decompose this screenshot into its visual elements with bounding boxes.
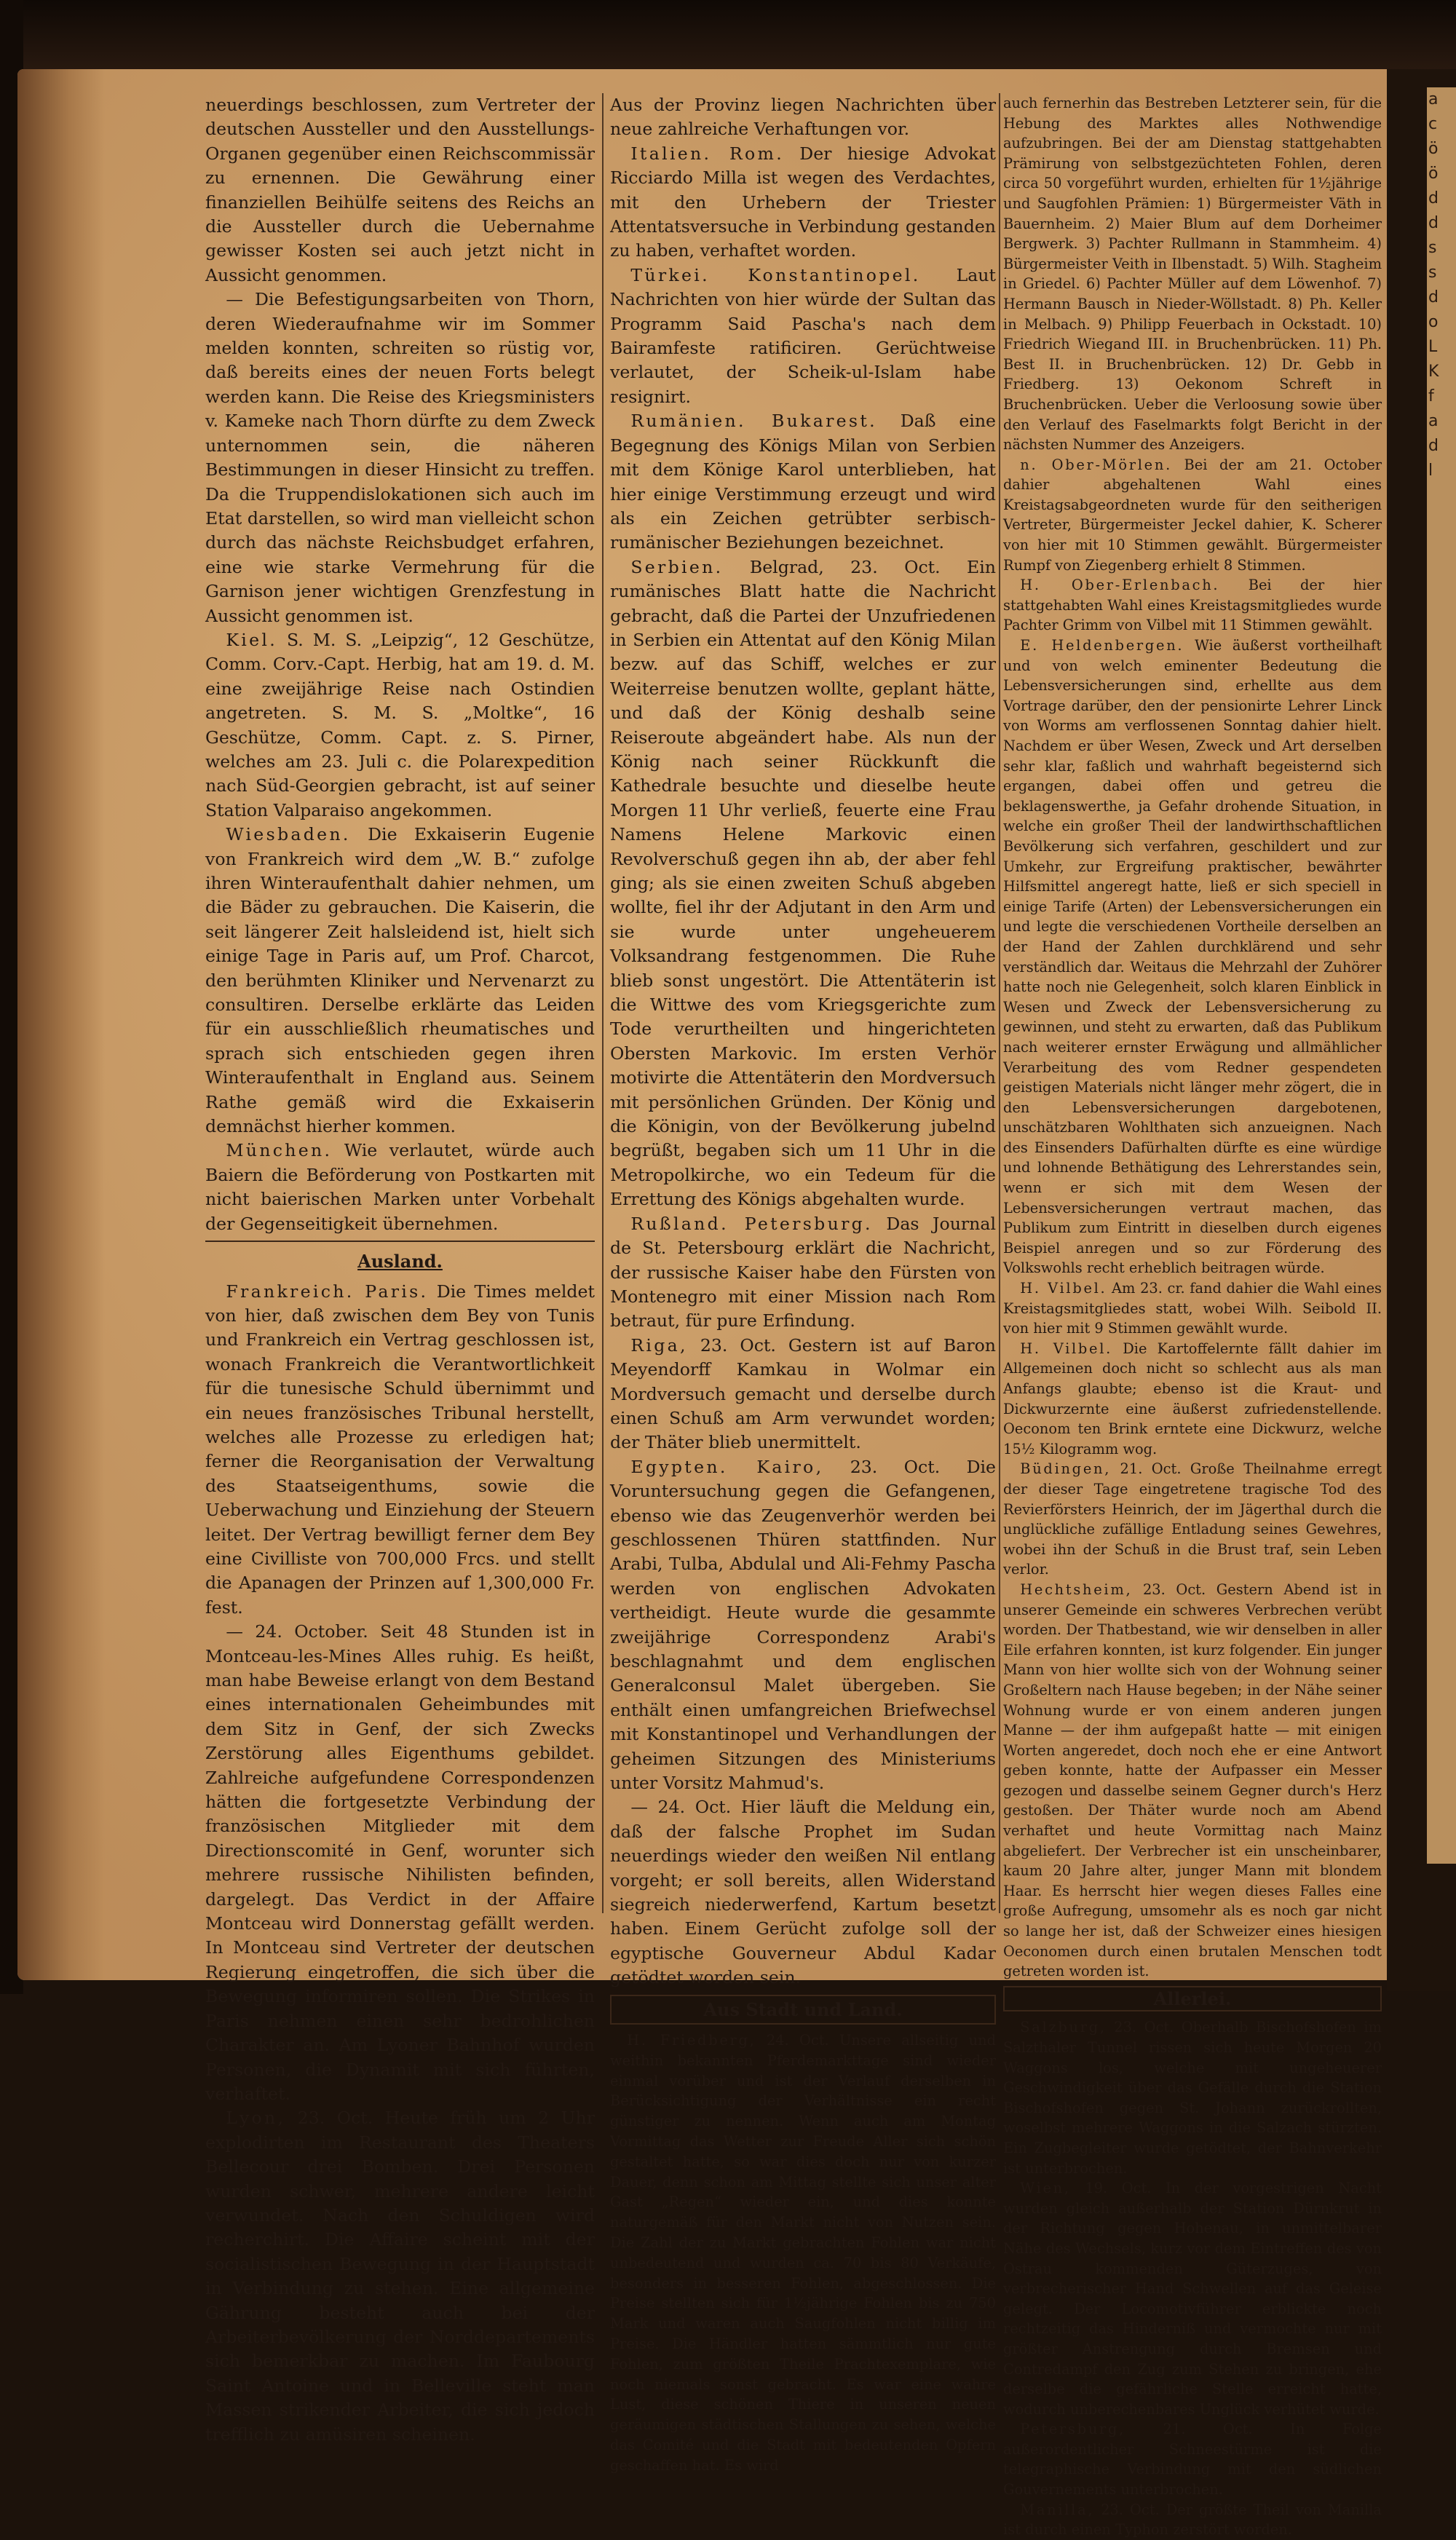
dateline: Manilla,: [1020, 2501, 1095, 2518]
article-paragraph: [610, 264, 996, 409]
section-heading: [1003, 1986, 1382, 2012]
dateline: E. Heldenbergen.: [1020, 637, 1184, 654]
dateline: Italien. Rom.: [630, 143, 785, 164]
edge-letter: d: [1428, 189, 1439, 207]
dateline: H. Friedberg,: [627, 2032, 756, 2049]
article-paragraph: [1003, 575, 1382, 636]
article-text: 19. Oct. In der vorgestrigen Nacht wurden gleich außerhalb der Station Dürnkrut in der Richtung gegen Hohenau, in unmittelbarer Nähe des Wechsels, kurz vor dem Eintreffen des von Ostrau kommenden Güterzuges, von verbrecherischer Hand Schwellen auf das Geleise gelegt. Der Locomotivführer erblickte noch rechtzeitig das Hinderniß und vermochte nur mit größter Anstrengung durch Bremsen und Contredampf den Zug zum Stehen zu bringen, ehe derselbe die gefährliche Stelle erreicht hatte, wodurch unberechenbares Unglück verhütet wurde.: [1003, 2180, 1382, 2418]
dateline: H. Vilbel.: [1020, 1280, 1107, 1297]
article-paragraph: — 24. October. Seit 48 Stunden ist in Montceau-les-Mines Alles ruhig. Es heißt, man habe Beweise erlangt von dem Bestand eines internationalen Geheimbundes mit dem Sitz in Genf, der sich Zwecks Zerstörung alles Eigenthums gebildet. Zahlreiche aufgefundene Correspondenzen hätten die fortgesetzte Verbindung der französischen Mitglieder mit dem Directionscomité in Genf, worunter sich mehrere russische Nihilisten befinden, dargelegt. Das Verdict in der Affaire Montceau wird Donnerstag gefällt werden. In Montceau sind Vertreter der deutschen Regierung eingetroffen, die sich über die Bewegung informiren sollen. Die Strikes in Paris nehmen einen sehr bedrohlichen Charakter an. Am Lyoner Bahnhof wurden Personen, die Dynamit mit sich führten, verhaftet.: [205, 1621, 595, 2104]
dateline: Serbien.: [630, 556, 724, 577]
dateline: Rußland. Petersburg.: [630, 1213, 873, 1234]
article-paragraph: [1003, 1278, 1382, 1339]
edge-letter: L: [1428, 338, 1438, 356]
section-heading-text: Allerlei.: [1153, 1987, 1232, 2009]
dateline: Wien,: [1020, 2180, 1071, 2197]
dateline: München.: [226, 1140, 333, 1161]
article-paragraph: [205, 823, 595, 1139]
column-3: [1003, 93, 1382, 2540]
article-paragraph: [205, 628, 595, 823]
section-heading-text: Ausland.: [357, 1251, 443, 1273]
article-text: Belgrad, 23. Oct. Ein rumänisches Blatt hatte die Nachricht gebracht, daß die Partei der Unzufriedenen in Serbien ein Attentat auf den König Milan bezw. auf das Schiff, welches er zur Weiterreise benutzen wollte, geplant hätte, und daß der König deshalb seine Reiseroute abgeändert habe. Als nun der König nach seiner Rückkunft die Kathedrale besuchte und dieselbe heute Morgen 11 Uhr verließ, feuerte eine Frau Namens Helene Markovic einen Revolverschuß gegen ihn ab, der aber fehl ging; als sie einen zweiten Schuß abgeben wollte, fiel ihr der Adjutant in den Arm und sie wurde unter ungeheuerem Volksandrang festgenommen. Die Ruhe blieb sonst ungestört. Die Attentäterin ist die Wittwe des vom Kriegsgerichte zum Tode verurtheilten und hingerichteten Obersten Markovic. Im ersten Verhör motivirte die Attentäterin den Mordversuch mit persönlichen Gründen. Der König und die Königin, von der Bevölkerung jubelnd begrüßt, begaben sich um 11 Uhr in die Metropolkirche, wo ein Tedeum für die Errettung des Königs abgehalten wurde.: [610, 556, 996, 1210]
dateline: H. Vilbel.: [1020, 1340, 1113, 1357]
column-rule: [999, 93, 1000, 1913]
article-paragraph: [205, 2106, 595, 2447]
article-text: 23. Oct. Heute früh um 2 Uhr explodirten im Restaurant des Theaters Bellecour drei Bomben. Drei Personen wurden schwer, mehrere andere leicht verwundet. Nach den Schuldigen wird recherchirt. Die Affaire scheint mit der socialistischen Bewegung in der Hauptstadt in Verbindung zu stehen. Eine allgemeine Gährung besteht auch bei der Arbeiterbevölkerung der Norddepartements sich bemerkbar zu machen. Im Faubourg Saint Antoine und in Belleville steht man Massen strikender Arbeiter, die sich jedoch trefflich zu amüsiren scheinen.: [205, 2108, 595, 2445]
edge-letter: o: [1428, 313, 1439, 331]
edge-letter: a: [1428, 90, 1439, 108]
article-text: Wie äußerst vortheilhaft und von welch eminenter Bedeutung die Lebensversicherungen sind, erhellte aus dem Vortrage darüber, den der pensionirte Lehrer Linck von Worms am verflossenen Sonntag dahier hielt. Nachdem er über Wesen, Zweck und Art derselben sehr klar, faßlich und wahrhaft begeisternd sich ergangen, dabei offen und getreu die beklagenswerthe, ja Gefahr drohende Situation, in welche ein großer Theil der landwirthschaftlichen Bevölkerung sich verfahren, geschildert und zur Umkehr, zur Ergreifung praktischer, bewährter Hilfsmittel angeregt hatte, ließ er sich speciell in einige Tarife (Arten) der Lebensversicherungen ein und legte die verschiedenen Vortheile derselben an der Hand der Zahlen durchklärend und sehr verständlich dar. Weitaus die Mehrzahl der Zuhörer hatte noch nie Gelegenheit, solch klaren Einblick in Wesen und Zweck der Lebensversicherung zu gewinnen, und steht zu erwarten, daß das Publikum nach weiterer ernster Erwägung und allmählicher Verarbeitung des vom Redner gespendeten geistigen Materials nicht länger mehr zögert, die in den Lebensversicherungen dargebotenen, unschätzbaren Wohlthaten sich anzueignen. Nach des Einsenders Dafürhalten dürfte es eine würdige und lohnende Bethätigung des Lehrerstandes sein, wenn er sich mit dem Wesen der Lebensversicherungen vertraut machen, das Publikum zum Eintritt in dieselben durch eigenes Beispiel anregen und so zur Förderung des Volkswohls recht erheblich beitragen würde.: [1003, 637, 1382, 1277]
dateline: Frankreich. Paris.: [226, 1281, 429, 1302]
article-text: 21. Oct. In Folge außerordentlicher Schneestürme ist die telegraphische Verbindung mit den südlichen Gouvernements unterbrochen.: [1003, 2421, 1382, 2499]
dateline: Egypten. Kairo,: [630, 1456, 824, 1477]
article-text: Bei der hier stattgehabten Wahl eines Kreistagsmitgliedes wurde Pachter Grimm von Vilbel mit 11 Stimmen gewählt.: [1003, 577, 1382, 634]
article-text: Bei der am 21. October dahier abgehaltenen Wahl eines Kreistagsabgeordneten wurde für den seitherigen Vertreter, Bürgermeister Jeckel dahier, K. Scherer von hier mit 10 Stimmen gewählt. Bürgermeister Rumpf von Ziegenberg erhielt 8 Stimmen.: [1003, 456, 1382, 574]
article-text: S. M. S. „Leipzig“, 12 Geschütze, Comm. Corv.-Capt. Herbig, hat am 19. d. M. eine zweijährige Reise nach Ostindien angetreten. S. M. S. „Moltke“, 16 Geschütze, Comm. Capt. z. S. Pirner, welches am 23. Juli c. die Polarexpedition nach Süd-Georgien gebracht, ist auf seiner Station Valparaiso angekommen.: [205, 629, 595, 820]
article-paragraph: [610, 1212, 996, 1334]
edge-letter: l: [1428, 462, 1433, 480]
edge-letter: s: [1428, 264, 1437, 282]
article-paragraph: [610, 142, 996, 264]
edge-letter: K: [1428, 363, 1439, 381]
dateline: Salzburg,: [1020, 2019, 1107, 2036]
edge-letter: d: [1428, 437, 1439, 455]
article-text: 23. Oct. Gestern Abend ist in unserer Gemeinde ein schweres Verbrechen verübt worden. Der Thatbestand, wie wir denselben in aller Eile erfahren konnten, ist kurz folgender. Ein junger Mann von hier wollte sich von der Wohnung seiner Großeltern nach Hause begeben; in der Nähe seiner Wohnung wurde er von einem anderen jungen Manne — der ihm aufgepaßt hatte — mit einigen Worten angeredet, doch noch ehe er eine Antwort geben konnte, hatte der Aufpasser ein Messer gezogen und dasselbe seinem Gegner durch's Herz gestoßen. Der Thäter wurde noch am Abend verhaftet und heute Vormittag nach Mainz abgeliefert. Der Verbrecher ist ein unscheinbarer, kaum 20 Jahre alter, junger Mann mit blondem Haar. Es herrscht hier wegen dieses Falles eine große Aufregung, umsomehr als es noch gar nicht so lange her ist, daß der Schweizer eines hiesigen Oeconomen durch einen brutalen Menschen todt getreten worden ist.: [1003, 1580, 1382, 1980]
section-divider: [205, 1241, 595, 1242]
article-paragraph: [610, 2030, 996, 2476]
edge-letter: c: [1428, 115, 1438, 133]
section-heading: [205, 1249, 595, 1273]
article-text: Laut Nachrichten von hier würde der Sultan das Programm Said Pascha's nach dem Bairamfeste ratificiren. Gerüchtweise verlautet, der Scheik-ul-Islam habe resignirt.: [610, 264, 996, 407]
section-heading: [610, 1995, 996, 2025]
dateline: Riga,: [630, 1334, 688, 1356]
article-paragraph: [1003, 1580, 1382, 1982]
article-paragraph: [610, 1455, 996, 1796]
article-paragraph: [1003, 455, 1382, 576]
article-text: Wie verlautet, würde auch Baiern die Beförderung von Postkarten mit nicht baierischen Marken unter Vorbehalt der Gegenseitigkeit übernehmen.: [205, 1140, 595, 1234]
article-paragraph: [610, 1334, 996, 1455]
edge-letter: ö: [1428, 140, 1439, 158]
article-text: 23. Oct. Oberhalb Bischofshofen im Salzthaler Tunnel rissen sich heute Morgen 20 Waggons los, welche mit ungeheuerer Geschwindigkeit über das Gefälle durch die Station Bischofshofen gegen St. Johann zurückrollten, woselbst mehrere Waggons in die Salzach stürzten. Ein Zugbegleiter wurde getödtet, der Bahnverkehr ist unterbrochen.: [1003, 2019, 1382, 2177]
article-paragraph: neuerdings beschlossen, zum Vertreter der deutschen Aussteller und den Ausstellungs-Organen gegenüber einen Reichscommissär zu ernennen. Die Gewährung einer finanziellen Beihülfe seitens des Reichs an die Aussteller durch die Uebernahme gewisser Kosten sei auch jetzt nicht in Aussicht genommen.: [205, 95, 595, 285]
column-2: [610, 93, 996, 2476]
article-text: Die Kartoffelernte fällt dahier im Allgemeinen doch nicht so schlecht aus als man Anfangs glaubte; ebenso ist die Kraut- und Dickwurzernte eine äußerst zufriedenstellende. Oeconom ten Brink erntete eine Dickwurz, welche 15½ Kilogramm wog.: [1003, 1340, 1382, 1457]
binding-gutter: [17, 69, 105, 1980]
dateline: Kiel.: [226, 629, 278, 650]
article-text: Das Journal de St. Petersbourg erklärt die Nachricht, der russische Kaiser habe den Fürsten von Montenegro mit einer Mission nach Rom betraut, für pure Erfindung.: [610, 1213, 996, 1332]
dateline: Büdingen,: [1020, 1460, 1112, 1478]
adjacent-page-edge: [1427, 87, 1456, 1864]
article-text: Die Times meldet von hier, daß zwischen dem Bey von Tunis und Frankreich ein Vertrag geschlossen ist, wonach Frankreich die Verantwortlichkeit für die tunesische Schuld übernimmt und ein neues französisches Tribunal herstellt, welches alle Prozesse zu erledigen hat; ferner die Reorganisation der Verwaltung des Staatseigenthums, sowie die Ueberwachung und Einziehung der Steuern leitet. Der Vertrag bewilligt ferner dem Bey eine Civilliste von 700,000 Frcs. und stellt die Apanagen der Prinzen auf 1,300,000 Fr. fest.: [205, 1281, 595, 1618]
article-paragraph: Aus der Provinz liegen Nachrichten über neue zahlreiche Verhaftungen vor.: [610, 95, 996, 140]
scanner-background-top: [0, 0, 1456, 76]
article-paragraph: [1003, 2017, 1382, 2178]
article-paragraph: [1003, 1459, 1382, 1580]
article-text: 23. Oct. Gestern ist auf Baron Meyendorff Kamkau in Wolmar ein Mordversuch gemacht und derselbe durch einen Schuß am Arm verwundet worden; der Thäter blieb unermittelt.: [610, 1334, 996, 1453]
article-text: Am 23. cr. fand dahier die Wahl eines Kreistagsmitgliedes statt, wobei Wilh. Seibold II. von hier mit 9 Stimmen gewählt wurde.: [1003, 1280, 1382, 1337]
article-text: 24. Oct. Unsere allseitig und weithin bekannten Pferdemarkttage sind wieder einmal vorüber und ist der Verlauf derselben in Berücksichtigung der Verhältnisse ein recht günstiger zu nennen. Wenn auch am Montag Vormittag das Wetter zur Freude Aller sich schön gestaltet hatte, so war dies doch nur von kurzer Dauer, denn schon am Mittag stellte sich unser alter Gast „Regen“ wieder ein, und dies konnte naturgemäß für den Markt nicht von Nutzen sein. Die Zahl der zu Markt gebrachten Fohlen war nicht unbedeutend und wurden ca. 70 bis 80 Verkäufe, besonders in besseren Fohlen, abgeschlossen. Die Preise stellten sich für 1½jährige Fohlen bis zu 750 Mark und waren auch Saugfohlen nicht billig im Preise. Die Händler hatten sämmtlich nur gute Fohlen, zum größten Theile Prachtexemplare, wie noch niemals sonst gebracht. Es war eine wahre Lust, diese schönen Thiere in unseren neuen geräumigen städtischen Stallungen zu sehen, welche das Comité und die Stadt mit bedeutenden Opfern geschaffen hat. Es wird: [610, 2032, 997, 2474]
edge-letter: ö: [1428, 165, 1439, 183]
edge-letter: d: [1428, 214, 1439, 232]
article-paragraph: — 24. Oct. Hier läuft die Meldung ein, daß der falsche Prophet im Sudan neuerdings wieder den weißen Nil entlang vorgeht; er soll bereits, allen Widerstand siegreich niederwerfend, Kartum besetzt haben. Einem Gerücht zufolge soll der egyptische Gouverneur Abdul Kadar getödtet worden sein.: [610, 1797, 996, 1988]
article-paragraph: [610, 409, 996, 555]
article-text: 21. Oct. Große Theilnahme erregt der dieser Tage eingetretene tragische Tod des Revierförsters Heinrich, der im Jägerthal durch die unglückliche zufällige Entladung seines Gewehres, wobei ihn der Schuß in die Brust traf, sein Leben verlor.: [1003, 1460, 1382, 1578]
article-paragraph: [1003, 636, 1382, 1278]
article-text: Die Exkaiserin Eugenie von Frankreich wird dem „W. B.“ zufolge ihren Winteraufenthalt dahier nehmen, um die Bäder zu gebrauchen. Die Kaiserin, die seit längerer Zeit halsleidend ist, hielt sich einige Tage in Paris auf, um Prof. Charcot, den berühmten Kliniker und Nervenarzt zu consultiren. Derselbe erklärte das Leiden für ein ausschließlich rheumatisches und sprach sich entschieden gegen ihren Winteraufenthalt in England aus. Seinem Rathe gemäß wird die Exkaiserin demnächst hierher kommen.: [205, 824, 595, 1137]
article-paragraph: [1003, 1339, 1382, 1460]
dateline: Wiesbaden.: [226, 824, 351, 845]
dateline: Hechtsheim,: [1020, 1580, 1133, 1598]
article-paragraph: [205, 1280, 595, 1621]
dateline: Lyon,: [226, 2108, 286, 2129]
dateline: n. Ober-Mörlen.: [1020, 456, 1172, 473]
edge-letter: d: [1428, 288, 1439, 306]
article-paragraph: — Die Befestigungsarbeiten von Thorn, deren Wiederaufnahme wir im Sommer melden konnten, schreiten so rüstig vor, daß bereits eines der neuen Forts belegt werden kann. Die Reise des Kriegsministers v. Kameke nach Thorn dürfte zu dem Zweck unternommen sein, die näheren Bestimmungen in dieser Hinsicht zu treffen. Da die Truppendislokationen sich auch im Etat darstellen, so wird man vielleicht schon durch das nächste Reichsbudget erfahren, eine wie starke Vermehrung für die Garnison jener wichtigen Grenzfestung in Aussicht genommen ist.: [205, 289, 595, 626]
article-paragraph: [1003, 2178, 1382, 2419]
article-text: Der hiesige Advokat Ricciardo Milla ist wegen des Verdachtes, mit den Urhebern der Triester Attentatsversuche in Verbindung gestanden zu haben, verhaftet worden.: [610, 143, 996, 261]
article-text: 23. Oct. Der größte Theil von Manilla ist durch einen Typhon zerstört worden.: [1003, 2501, 1382, 2539]
article-paragraph: [1003, 2500, 1382, 2540]
column-1: [205, 93, 595, 2447]
article-paragraph: auch fernerhin das Bestreben Letzterer sein, für die Hebung des Marktes alles Nothwendige aufzubringen. Bei der am Dienstag stattgehabten Prämirung von selbstgezüchteten Fohlen, deren circa 50 vorgeführt wurden, erhielten für 1½jährige und Saugfohlen Prämien: 1) Bürgermeister Väth in Bauernheim. 2) Maier Blum auf dem Dorheimer Bergwerk. 3) Pachter Rullmann in Stammheim. 4) Bürgermeister Veith in Ilbenstadt. 5) Wilh. Stagheim in Griedel. 6) Pachter Müller auf dem Löwenhof. 7) Hermann Bausch in Nieder-Wöllstadt. 8) Ph. Keller in Melbach. 9) Philipp Feuerbach in Ockstadt. 10) Friedrich Wiegand III. in Bruchenbrücken. 11) Ph. Best II. in Bruchenbrücken. 12) Dr. Gebb in Friedberg. 13) Oekonom Schreft in Bruchenbrücken. Ueber die Verloosung sowie über den Verlauf des Faselmarkts folgt Bericht in der nächsten Nummer des Anzeigers.: [1003, 95, 1382, 454]
edge-letter: f: [1428, 387, 1434, 405]
article-paragraph: [610, 555, 996, 1212]
article-paragraph: [1003, 2419, 1382, 2499]
dateline: Türkei. Konstantinopel.: [630, 264, 921, 285]
dateline: Rumänien. Bukarest.: [630, 411, 877, 432]
article-text: Daß eine Begegnung des Königs Milan von Serbien mit dem Könige Karol unterblieben, hat hier einige Verstimmung erzeugt und wird als ein Zeichen getrübter serbisch-rumänischer Beziehungen bezeichnet.: [610, 411, 996, 553]
article-paragraph: [205, 1139, 595, 1236]
column-rule: [602, 93, 604, 1913]
section-heading-text: Aus Stadt und Land.: [703, 1998, 903, 2020]
article-text: 23. Oct. Die Voruntersuchung gegen die Gefangenen, ebenso wie das Zeugenverhör werden bei geschlossenen Thüren stattfinden. Nur Arabi, Tulba, Abdulal und Ali-Fehmy Pascha werden von englischen Advokaten vertheidigt. Heute wurde die gesammte zweijährige Correspondenz Arabi's beschlagnahmt und dem englischen Generalconsul Malet übergeben. Sie enthält einen umfangreichen Briefwechsel mit Konstantinopel und Verhandlungen der geheimen Sitzungen des Ministeriums unter Vorsitz Mahmud's.: [610, 1456, 996, 1794]
edge-letter: s: [1428, 239, 1437, 257]
edge-letter: a: [1428, 412, 1439, 430]
dateline: Petersburg,: [1020, 2421, 1126, 2438]
dateline: H. Ober-Erlenbach.: [1020, 577, 1220, 594]
